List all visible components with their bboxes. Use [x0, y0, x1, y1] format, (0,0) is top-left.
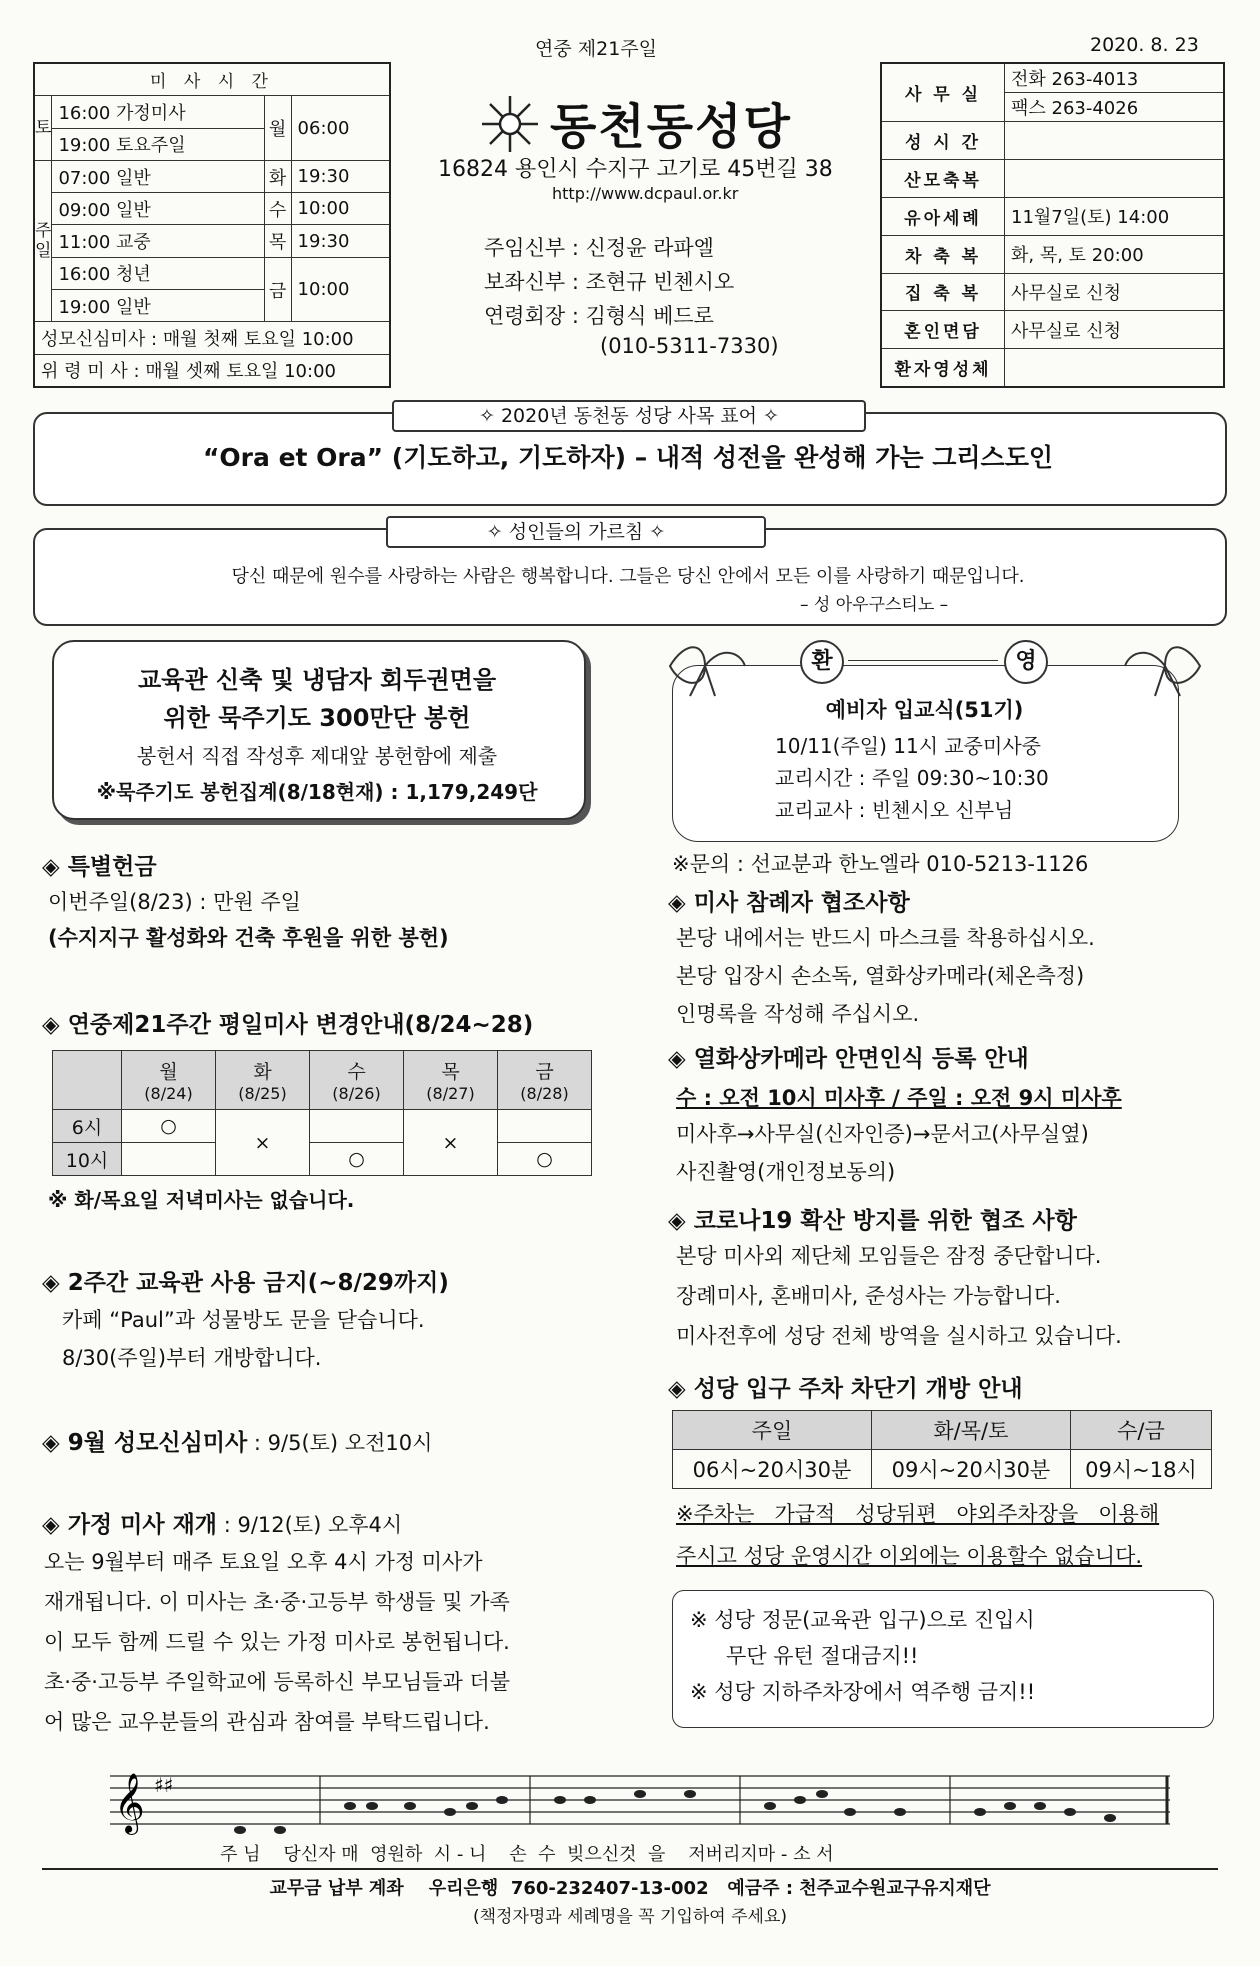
grid-wed-10: ○ — [310, 1143, 404, 1176]
weekday-tue: 화 — [264, 160, 291, 192]
sept-mass-detail: : 9/5(토) 오전10시 — [247, 1431, 433, 1455]
parking-title: ◈ 성당 입구 주차 차단기 개방 안내 — [668, 1376, 1023, 1402]
office-row-6-key: 혼인면담 — [881, 311, 1005, 349]
sun-label: 주일 — [34, 160, 52, 321]
office-label: 사 무 실 — [881, 63, 1005, 122]
thermal-line-1: 미사후→사무실(신자인증)→문서고(사무실옆) — [676, 1122, 1089, 1146]
week-label: 연중 제21주일 — [535, 38, 657, 60]
grid-day-fri: 금 (8/28) — [498, 1051, 592, 1110]
special-offering-title: ◈ 특별헌금 — [42, 854, 157, 880]
motto-label: ✧ 2020년 동천동 성당 사목 표어 ✧ — [392, 400, 866, 432]
thermal-sub: 수 : 오전 10시 미사후 / 주일 : 오전 9시 미사후 — [676, 1086, 1122, 1110]
office-row-7-value — [1005, 349, 1225, 387]
family-mass-line-5: 어 많은 교우분들의 관심과 참여를 부탁드립니다. — [44, 1710, 490, 1734]
ribbon-right-icon — [1120, 636, 1210, 700]
grid-row-10: 10시 — [53, 1143, 122, 1176]
family-mass-detail: : 9/12(토) 오후4시 — [217, 1513, 403, 1537]
sat-label: 토 — [34, 96, 52, 161]
welcome-title: 예비자 입교식(51기) — [825, 698, 1024, 722]
assistant-name: 보좌신부 : 조현규 빈첸시오 — [484, 270, 735, 294]
office-row-5-value: 사무실로 신청 — [1005, 273, 1225, 311]
family-mass-title: ◈ 가정 미사 재개 — [42, 1512, 218, 1538]
thermal-title: ◈ 열화상카메라 안면인식 등록 안내 — [668, 1046, 1029, 1072]
thermal-line-2: 사진촬영(개인정보동의) — [676, 1160, 896, 1184]
special-mass-1: 성모신심미사 : 매월 첫째 토요일 10:00 — [34, 322, 390, 354]
weekday-mon-time: 06:00 — [291, 96, 390, 161]
special-offering-line-2: (수지지구 활성화와 건축 후원을 위한 봉헌) — [48, 926, 449, 950]
welcome-line-1: 10/11(주일) 11시 교중미사중 — [775, 734, 1041, 758]
grid-mon-6: ○ — [122, 1110, 216, 1143]
weekday-change-note: ※ 화/목요일 저녁미사는 없습니다. — [48, 1188, 355, 1212]
parking-value-wf: 09시~18시 — [1070, 1450, 1211, 1489]
family-mass — [42, 1506, 402, 1539]
office-row-1-value — [1005, 122, 1225, 160]
weekday-wed-time: 10:00 — [291, 193, 390, 225]
saints-author: – 성 아우구스티노 – — [800, 595, 949, 615]
grid-thu-none: × — [404, 1110, 498, 1176]
ribbon-left-icon — [660, 636, 750, 700]
footer-rule — [42, 1868, 1218, 1870]
cooperation-line-3: 인명록을 작성해 주십시오. — [676, 1002, 920, 1026]
council-phone: (010-5311-7330) — [600, 334, 779, 358]
special-offering-line-1: 이번주일(8/23) : 만원 주일 — [48, 890, 301, 914]
sun-mass-1: 07:00 일반 — [52, 160, 264, 192]
warning-line-1: ※ 성당 정문(교육관 입구)으로 진입시 — [690, 1608, 1035, 1632]
office-row-4-value: 화, 목, 토 20:00 — [1005, 235, 1225, 273]
footer-account: 교무금 납부 계좌 우리은행 760-232407-13-002 예금주 : 천주교수원교구유지재단 — [269, 1878, 991, 1899]
family-mass-line-4: 초·중·고등부 주일학교에 등록하신 부모님들과 더불 — [44, 1670, 511, 1694]
sun-mass-4: 16:00 청년 — [52, 257, 264, 289]
welcome-contact: ※문의 : 선교분과 한노엘라 010-5213-1126 — [672, 852, 1089, 876]
svg-text:♯♯: ♯♯ — [154, 1773, 174, 1797]
parish-url[interactable]: http://www.dcpaul.or.kr — [552, 184, 739, 203]
welcome-line-3: 교리교사 : 빈첸시오 신부님 — [775, 798, 1014, 822]
welcome-divider — [848, 660, 998, 661]
grid-row-6: 6시 — [53, 1110, 122, 1143]
grid-day-wed: 수 (8/26) — [310, 1051, 404, 1110]
office-phone: 전화 263-4013 — [1005, 63, 1225, 93]
music-staff — [110, 1766, 1170, 1836]
parking-note-1: ※주차는 가급적 성당뒤편 야외주차장을 이용해 — [676, 1502, 1160, 1526]
office-row-2-key: 산모축복 — [881, 160, 1005, 198]
weekday-fri-time: 10:00 — [291, 257, 390, 322]
grid-day-tue: 화 (8/25) — [216, 1051, 310, 1110]
grid-corner — [53, 1051, 122, 1110]
cooperation-title: ◈ 미사 참례자 협조사항 — [668, 890, 910, 916]
sun-mass-2: 09:00 일반 — [52, 193, 264, 225]
music-lyrics: 주 님 당신자 매 영원하 시 - 니 손 수 빚으신것 을 저버리지마 - 소 서 — [220, 1844, 834, 1865]
office-row-1-key: 성 시 간 — [881, 122, 1005, 160]
grid-fri-10: ○ — [498, 1143, 592, 1176]
council-name: 연령회장 : 김형식 베드로 — [484, 304, 714, 328]
corona-line-2: 장례미사, 혼배미사, 준성사는 가능합니다. — [676, 1284, 1061, 1308]
office-row-3-value: 11월7일(토) 14:00 — [1005, 197, 1225, 235]
sept-mass-title: ◈ 9월 성모신심미사 — [42, 1430, 248, 1456]
parking-header-wf: 수/금 — [1070, 1411, 1211, 1450]
office-row-2-value — [1005, 160, 1225, 198]
special-mass-2: 위 령 미 사 : 매월 셋째 토요일 10:00 — [34, 354, 390, 387]
corona-line-1: 본당 미사외 제단체 모임들은 잠정 중단합니다. — [676, 1244, 1102, 1268]
office-row-7-key: 환자영성체 — [881, 349, 1005, 387]
sun-mass-3: 11:00 교중 — [52, 225, 264, 257]
grid-fri-6 — [498, 1110, 592, 1143]
parking-value-tts: 09시~20시30분 — [871, 1450, 1070, 1489]
education-closed-line-2: 8/30(주일)부터 개방합니다. — [62, 1346, 322, 1370]
weekday-change-table — [52, 1050, 592, 1176]
sept-mass — [42, 1424, 432, 1457]
parking-header-sun: 주일 — [673, 1411, 872, 1450]
pastor-name: 주임신부 : 신정윤 라파엘 — [484, 236, 714, 260]
family-mass-line-3: 이 모두 함께 드릴 수 있는 가정 미사로 봉헌됩니다. — [44, 1630, 510, 1654]
welcome-left-badge: 환 — [800, 640, 844, 684]
grid-mon-10 — [122, 1143, 216, 1176]
cooperation-line-1: 본당 내에서는 반드시 마스크를 착용하십시오. — [676, 926, 1095, 950]
weekday-change-title: ◈ 연중제21주간 평일미사 변경안내(8/24~28) — [42, 1012, 534, 1038]
grid-tue-none: × — [216, 1110, 310, 1176]
rosary-line-4: ※묵주기도 봉헌집계(8/18현재) : 1,179,249단 — [96, 780, 538, 804]
education-closed-line-1: 카페 “Paul”과 성물방도 문을 닫습니다. — [62, 1308, 425, 1332]
rosary-line-1: 교육관 신축 및 냉담자 회두권면을 — [138, 666, 496, 694]
warning-line-2: 무단 유턴 절대금지!! — [726, 1644, 919, 1668]
weekday-tue-time: 19:30 — [291, 160, 390, 192]
sat-mass-1: 16:00 가정미사 — [52, 96, 264, 128]
welcome-right-badge: 영 — [1004, 640, 1048, 684]
corona-line-3: 미사전후에 성당 전체 방역을 실시하고 있습니다. — [676, 1324, 1122, 1348]
weekday-wed: 수 — [264, 193, 291, 225]
parish-address: 16824 용인시 수지구 고기로 45번길 38 — [438, 157, 833, 182]
welcome-line-2: 교리시간 : 주일 09:30~10:30 — [775, 766, 1049, 790]
sat-mass-2: 19:00 토요주일 — [52, 128, 264, 160]
cooperation-line-2: 본당 입장시 손소독, 열화상카메라(체온측정) — [676, 964, 1085, 988]
svg-text:𝄞: 𝄞 — [114, 1773, 145, 1833]
parking-note-2: 주시고 성당 운영시간 이외에는 이용할수 없습니다. — [676, 1544, 1143, 1568]
office-row-5-key: 집 축 복 — [881, 273, 1005, 311]
weekday-thu-time: 19:30 — [291, 225, 390, 257]
weekday-fri: 금 — [264, 257, 291, 322]
education-closed-title: ◈ 2주간 교육관 사용 금지(~8/29까지) — [42, 1270, 449, 1296]
office-fax: 팩스 263-4026 — [1005, 93, 1225, 122]
motto-text: “Ora et Ora” (기도하고, 기도하자) – 내적 성전을 완성해 가는 그리스도인 — [202, 443, 1053, 472]
rosary-line-2: 위한 묵주기도 300만단 봉헌 — [163, 704, 471, 732]
saints-label: ✧ 성인들의 가르침 ✧ — [386, 516, 766, 548]
cross-flower-icon — [478, 92, 542, 156]
office-row-3-key: 유아세례 — [881, 197, 1005, 235]
parking-value-sun: 06시~20시30분 — [673, 1450, 872, 1489]
issue-date: 2020. 8. 23 — [1090, 34, 1199, 56]
corona-title: ◈ 코로나19 확산 방지를 위한 협조 사항 — [668, 1208, 1077, 1234]
office-row-4-key: 차 축 복 — [881, 235, 1005, 273]
family-mass-line-1: 오는 9월부터 매주 토요일 오후 4시 가정 미사가 — [44, 1550, 483, 1574]
footer-note: (책정자명과 세례명을 꼭 기입하여 주세요) — [472, 1907, 788, 1927]
weekday-mon: 월 — [264, 96, 291, 161]
grid-wed-6 — [310, 1110, 404, 1143]
saints-quote: 당신 때문에 원수를 사랑하는 사람은 행복합니다. 그들은 당신 안에서 모든 이를 사랑하기 때문입니다. — [231, 566, 1025, 587]
warning-line-3: ※ 성당 지하주차장에서 역주행 금지!! — [690, 1680, 1036, 1704]
parking-header-tts: 화/목/토 — [871, 1411, 1070, 1450]
parish-logo — [478, 92, 542, 156]
rosary-line-3: 봉헌서 직접 작성후 제대앞 봉헌함에 제출 — [136, 744, 498, 768]
music-notes-icon — [110, 1766, 1170, 1836]
office-table — [880, 62, 1225, 388]
schedule-title: 미 사 시 간 — [34, 63, 390, 96]
grid-day-mon: 월 (8/24) — [122, 1051, 216, 1110]
mass-schedule-table — [33, 62, 391, 388]
weekday-thu: 목 — [264, 225, 291, 257]
parking-table — [672, 1410, 1212, 1489]
parish-name: 동천동성당 — [550, 99, 792, 155]
family-mass-line-2: 재개됩니다. 이 미사는 초·중·고등부 학생들 및 가족 — [44, 1590, 510, 1614]
sun-mass-5: 19:00 일반 — [52, 290, 264, 322]
grid-day-thu: 목 (8/27) — [404, 1051, 498, 1110]
office-row-6-value: 사무실로 신청 — [1005, 311, 1225, 349]
